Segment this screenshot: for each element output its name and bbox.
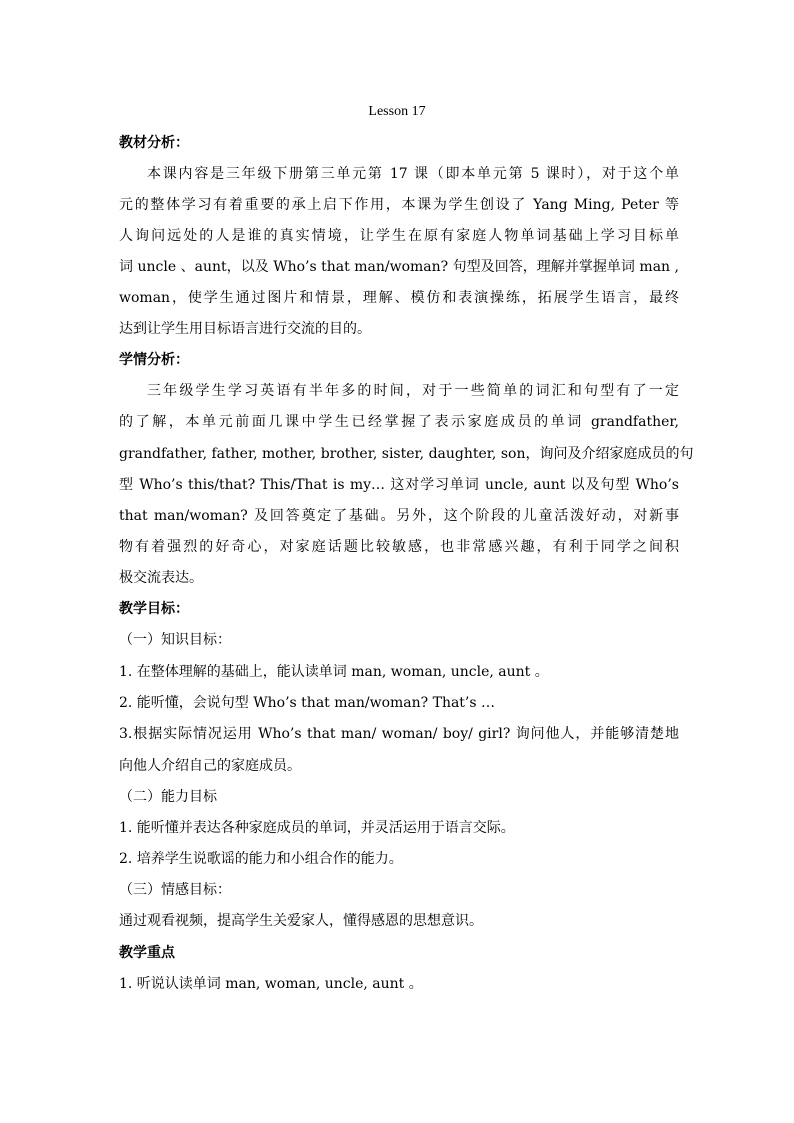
list-item: 1. 在整体理解的基础上，能认读单词 man, woman, uncle, aunt 。 xyxy=(119,664,549,680)
paragraph-line: grandfather, father, mother, brother, sister, daughter, son，询问及介绍家庭成员的句 xyxy=(119,446,694,462)
list-item: 2. 培养学生说歌谣的能力和小组合作的能力。 xyxy=(119,851,403,867)
paragraph-line: that man/woman? 及回答奠定了基础。另外，这个阶段的儿童活泼好动，对新事 xyxy=(119,508,679,524)
paragraph-line: 的了解，本单元前面几课中学生已经掌握了表示家庭成员的单词 grandfather, xyxy=(119,414,679,430)
paragraph-line: 本课内容是三年级下册第三单元第 17 课（即本单元第 5 课时），对于这个单 xyxy=(147,166,679,182)
section-heading-materials: 教材分析： xyxy=(119,135,189,151)
paragraph-line: 词 uncle 、aunt，以及 Who’s that man/woman? 句型及回答，理解并掌握单词 man , xyxy=(119,259,679,275)
list-item: 通过观看视频，提高学生关爱家人，懂得感恩的思想意识。 xyxy=(119,913,483,929)
paragraph-line: 元的整体学习有着重要的承上启下作用，本课为学生创设了 Yang Ming, Peter 等 xyxy=(119,197,679,213)
list-item: 1. 能听懂并表达各种家庭成员的单词，并灵活运用于语言交际。 xyxy=(119,820,515,836)
subheading-ability: （二）能力目标 xyxy=(119,789,217,805)
section-heading-students: 学情分析： xyxy=(119,352,189,368)
paragraph-line: 达到让学生用目标语言进行交流的目的。 xyxy=(119,321,371,337)
page-title: Lesson 17 xyxy=(368,104,426,119)
paragraph-line: 物有着强烈的好奇心，对家庭话题比较敏感，也非常感兴趣，有利于同学之间积 xyxy=(119,539,679,555)
section-heading-objectives: 教学目标： xyxy=(119,601,189,617)
paragraph-line: 型 Who’s this/that? This/That is my… 这对学习单词 uncle, aunt 以及句型 Who’s xyxy=(119,477,679,493)
paragraph-line: woman，使学生通过图片和情景，理解、模仿和表演操练，拓展学生语言，最终 xyxy=(119,290,679,306)
list-item: 向他人介绍自己的家庭成员。 xyxy=(119,758,301,774)
section-heading-key-points: 教学重点 xyxy=(119,945,175,961)
subheading-emotion: （三）情感目标： xyxy=(119,882,231,898)
list-item: 3.根据实际情况运用 Who’s that man/ woman/ boy/ girl? 询问他人，并能够清楚地 xyxy=(119,726,679,742)
paragraph-line: 极交流表达。 xyxy=(119,570,203,586)
list-item: 2. 能听懂，会说句型 Who’s that man/woman? That’s … xyxy=(119,695,496,711)
subheading-knowledge: （一）知识目标： xyxy=(119,632,231,648)
paragraph-line: 人询问远处的人是谁的真实情境，让学生在原有家庭人物单词基础上学习目标单 xyxy=(119,228,679,244)
list-item: 1. 听说认读单词 man, woman, uncle, aunt 。 xyxy=(119,976,423,992)
paragraph-line: 三年级学生学习英语有半年多的时间，对于一些简单的词汇和句型有了一定 xyxy=(147,383,679,399)
